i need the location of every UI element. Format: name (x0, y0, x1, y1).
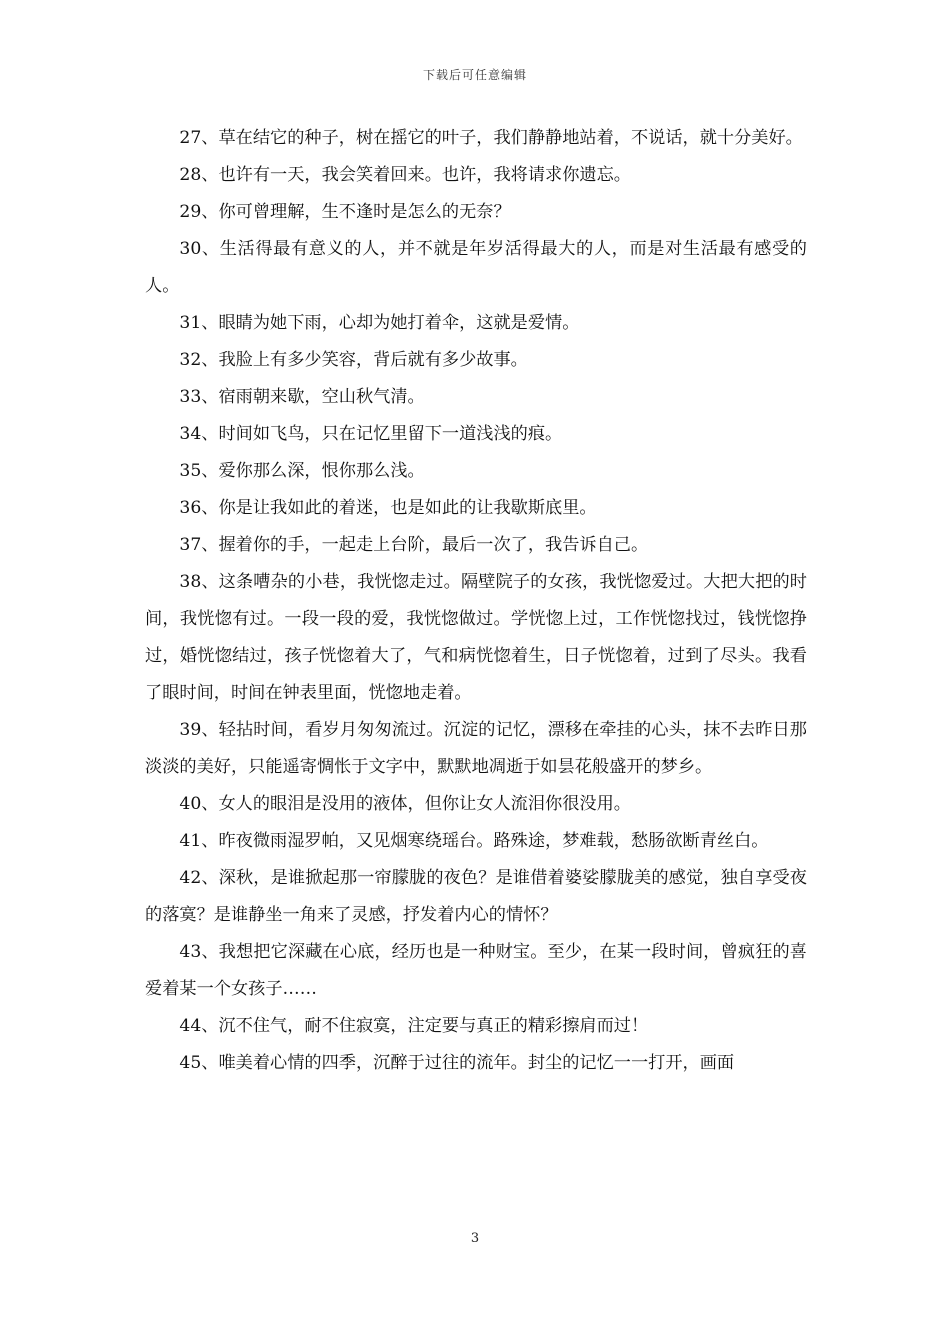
paragraph-40: 40、女人的眼泪是没用的液体，但你让女人流泪你很没用。 (179, 794, 631, 814)
paragraph-32: 32、我脸上有多少笑容，背后就有多少故事。 (179, 350, 528, 370)
page-number: 3 (470, 1231, 480, 1246)
paragraph-34: 34、时间如飞鸟，只在记忆里留下一道浅浅的痕。 (179, 424, 563, 444)
paragraph-38: 38、这条嘈杂的小巷，我恍惚走过。隔壁院子的女孩，我恍惚爱过。大把大把的时间，我恍惚有过。一段一段的爱，我恍惚做过。学恍惚上过，工作恍惚找过，钱恍惚挣过，婚恍惚结过，孩子恍惚着大了，气和病恍惚着生，日子恍惚着，过到了尽头。我看了眼时间，时间在钟表里面，恍惚地走着。 (145, 572, 807, 703)
paragraph-39: 39、轻拈时间，看岁月匆匆流过。沉淀的记忆，漂移在牵挂的心头，抹不去昨日那淡淡的美好，只能遥寄惆怅于文字中，默默地凋逝于如昙花般盛开的梦乡。 (145, 720, 807, 777)
paragraph-33: 33、宿雨朝来歇，空山秋气清。 (179, 387, 425, 407)
document-body (145, 120, 807, 1082)
paragraph-36: 36、你是让我如此的着迷，也是如此的让我歇斯底里。 (179, 498, 597, 518)
paragraph-29: 29、你可曾理解，生不逢时是怎么的无奈？ (179, 202, 511, 222)
paragraph-43: 43、我想把它深藏在心底，经历也是一种财宝。至少，在某一段时间，曾疯狂的喜爱着某一个女孩子…… (145, 942, 807, 999)
paragraph-30: 30、生活得最有意义的人，并不就是年岁活得最大的人，而是对生活最有感受的人。 (145, 239, 807, 296)
paragraph-45: 45、唯美着心情的四季，沉醉于过往的流年。封尘的记忆一一打开，画面 (179, 1053, 735, 1073)
paragraph-42: 42、深秋，是谁掀起那一帘朦胧的夜色？是谁借着婆娑朦胧美的感觉，独自享受夜的落寞？是谁静坐一角来了灵感，抒发着内心的情怀？ (145, 868, 807, 925)
paragraph-37: 37、握着你的手，一起走上台阶，最后一次了，我告诉自己。 (179, 535, 649, 555)
paragraph-44: 44、沉不住气，耐不住寂寞，注定要与真正的精彩擦肩而过！ (179, 1016, 649, 1036)
paragraph-27: 27、草在结它的种子，树在摇它的叶子，我们静静地站着，不说话，就十分美好。 (179, 128, 803, 148)
paragraph-31: 31、眼睛为她下雨，心却为她打着伞，这就是爱情。 (179, 313, 580, 333)
page-header: 下载后可任意编辑 (422, 68, 527, 82)
paragraph-41: 41、昨夜微雨湿罗帕，又见烟寒绕瑶台。路殊途，梦难载，愁肠欲断青丝白。 (179, 831, 769, 851)
paragraph-28: 28、也许有一天，我会笑着回来。也许，我将请求你遗忘。 (179, 165, 631, 185)
paragraph-35: 35、爱你那么深，恨你那么浅。 (179, 461, 425, 481)
